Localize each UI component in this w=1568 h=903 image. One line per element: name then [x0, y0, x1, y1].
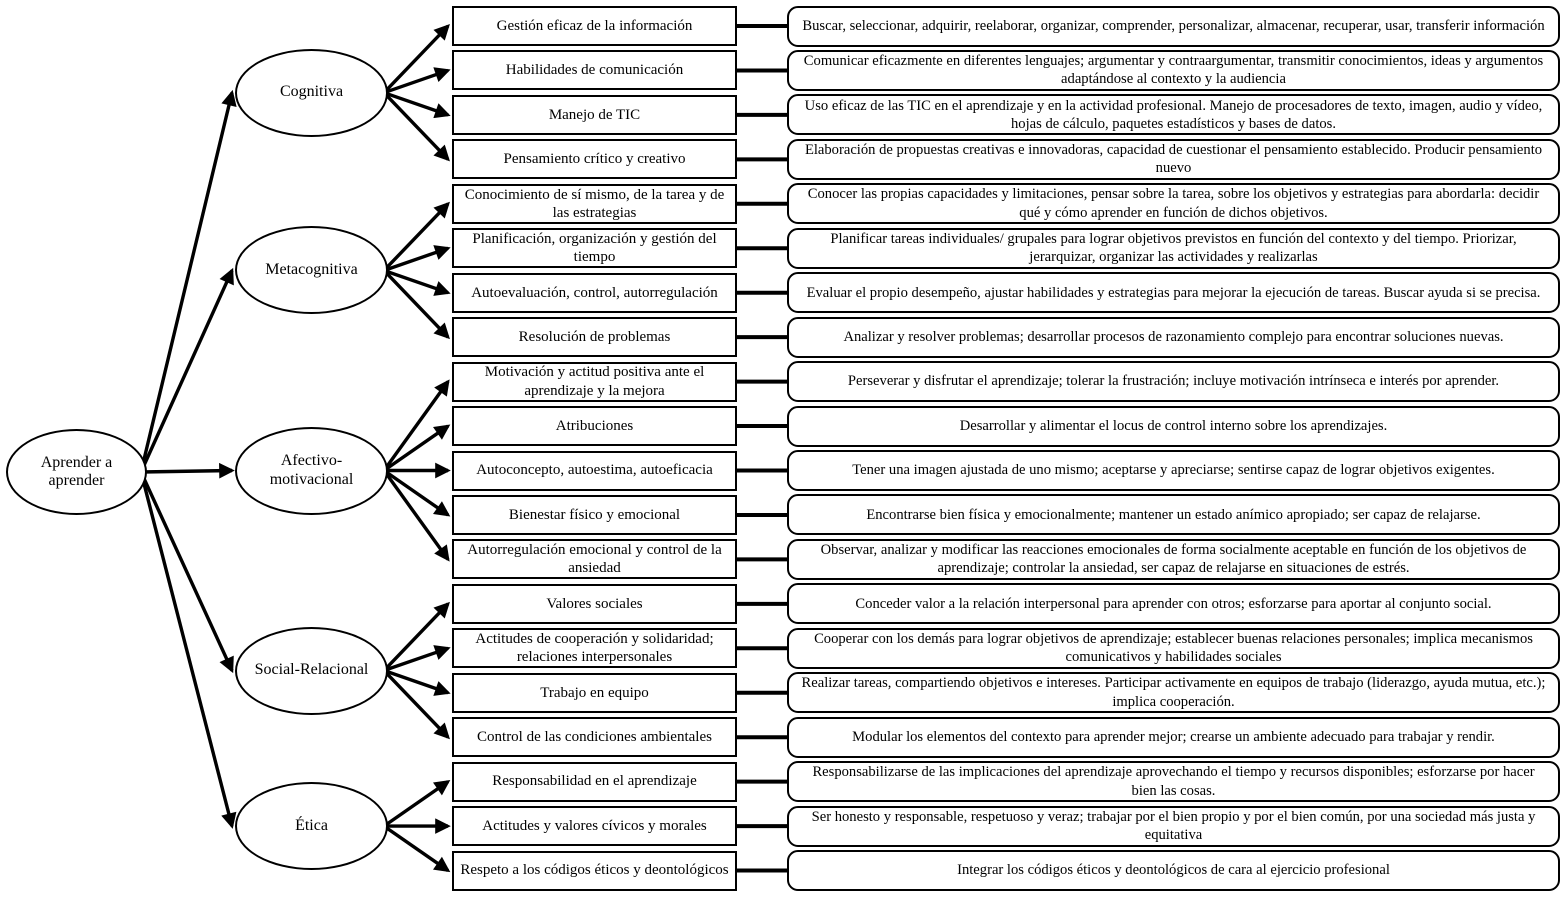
description-box-2-1 — [787, 406, 1560, 447]
dimension-node-2 — [235, 427, 388, 515]
competency-box-3-2-label: Trabajo en equipo — [540, 684, 649, 701]
competency-box-3-0-label: Valores sociales — [546, 595, 643, 612]
competency-box-1-0-label: Conocimiento de sí mismo, de la tarea y de las estrategias — [464, 186, 725, 221]
description-box-0-2-label: Uso eficaz de las TIC en el aprendizaje y en la actividad profesional. Manejo de procesadores de texto, imagen, audio y vídeo, hojas de cálculo, paquetes estadísticos y bases de datos. — [804, 97, 1543, 132]
description-box-1-2 — [787, 272, 1560, 313]
competency-box-0-0 — [452, 6, 737, 46]
competency-box-3-0 — [452, 584, 737, 624]
description-box-0-1-label: Comunicar eficazmente en diferentes lenguajes; argumentar y contraargumentar, transmitir conocimientos, ideas y argumentos adaptándose al contexto y la audiencia — [803, 53, 1544, 88]
dimension-node-1 — [235, 226, 388, 314]
description-box-0-3-label: Elaboración de propuestas creativas e innovadoras, capacidad de cuestionar el pensamiento establecido. Producir pensamiento nuevo — [804, 141, 1543, 177]
competency-box-3-3 — [452, 717, 737, 757]
competency-box-0-3-label: Pensamiento crítico y creativo — [503, 151, 686, 168]
description-box-3-2 — [787, 672, 1560, 713]
competency-box-4-2 — [452, 851, 737, 891]
competency-box-4-2-label: Respeto a los códigos éticos y deontológicos — [460, 862, 729, 879]
competency-box-3-1-label: Actitudes de cooperación y solidaridad; relaciones interpersonales — [475, 631, 714, 666]
competency-box-0-3 — [452, 139, 737, 179]
competency-box-1-1 — [452, 228, 737, 268]
description-box-2-3-label: Encontrarse bien física y emocionalmente; mantener un estado anímico apropiado; ser capaz de relajarse. — [866, 506, 1481, 523]
description-box-4-2 — [787, 850, 1560, 891]
competency-box-0-2-label: Manejo de TIC — [548, 106, 641, 123]
competency-box-1-1-label: Planificación, organización y gestión del tiempo — [472, 230, 717, 266]
description-box-3-3 — [787, 717, 1560, 758]
description-box-1-0 — [787, 183, 1560, 224]
dimension-node-4 — [235, 782, 388, 870]
competency-box-0-1 — [452, 50, 737, 90]
competency-box-2-2-label: Autoconcepto, autoestima, autoeficacia — [476, 462, 713, 479]
description-box-2-1-label: Desarrollar y alimentar el locus de control interno sobre los aprendizajes. — [959, 417, 1388, 434]
dimension-node-4-label: Ética — [295, 816, 328, 834]
competency-box-0-1-label: Habilidades de comunicación — [505, 62, 684, 79]
competency-box-2-4-label: Autorregulación emocional y control de la ansiedad — [467, 542, 722, 577]
competency-box-1-2-label: Autoevaluación, control, autorregulación — [471, 284, 718, 301]
description-box-3-1 — [787, 628, 1560, 669]
competency-box-2-4 — [452, 539, 737, 579]
description-box-1-1-label: Planificar tareas individuales/ grupales para lograr objetivos previstos en función del contexto y del tiempo. Priorizar, jerarquizar, organizar las actividades y realizarlas — [830, 230, 1517, 266]
root-arrow-0 — [141, 93, 232, 472]
root-arrow-1 — [141, 270, 232, 472]
competency-box-2-0 — [452, 362, 737, 402]
description-box-3-2-label: Realizar tareas, compartiendo objetivos e intereses. Participar activamente en equipos de trabajo (liderazgo, ayuda mutua, etc.); implica cooperación. — [801, 675, 1546, 710]
competency-box-3-2 — [452, 673, 737, 713]
competency-box-4-0-label: Responsabilidad en el aprendizaje — [492, 773, 697, 790]
description-box-4-2-label: Integrar los códigos éticos y deontológicos de cara al ejercicio profesional — [957, 862, 1390, 879]
description-box-2-3 — [787, 494, 1560, 535]
description-box-1-3 — [787, 317, 1560, 358]
dimension-node-3-label: Social-Relacional — [254, 661, 369, 679]
description-box-1-0-label: Conocer las propias capacidades y limitaciones, pensar sobre la tarea, sobre los objetivos y estrategias para abordarla: decidir qué y cómo aprender en función de dichos objetivos. — [807, 186, 1540, 221]
description-box-0-3 — [787, 139, 1560, 180]
description-box-1-1 — [787, 228, 1560, 269]
description-box-0-0-label: Buscar, seleccionar, adquirir, reelaborar, organizar, comprender, personalizar, almacenar, recuperar, usar, transferir información — [802, 17, 1545, 34]
competency-box-1-2 — [452, 273, 737, 313]
root-node-label: Aprender a aprender — [40, 453, 113, 489]
competency-box-3-1 — [452, 628, 737, 668]
dimension-node-3 — [235, 627, 388, 715]
root-arrow-4 — [141, 472, 232, 826]
description-box-3-0-label: Conceder valor a la relación interpersonal para aprender con otros; esforzarse para aportar al conjunto social. — [855, 595, 1492, 612]
competency-box-1-3-label: Resolución de problemas — [518, 328, 671, 345]
dimension-arrow-2-0 — [384, 382, 448, 471]
competency-box-2-1 — [452, 406, 737, 446]
description-box-4-0 — [787, 761, 1560, 802]
dimension-node-2-label: Afectivo-motivacional — [269, 452, 354, 488]
dimension-arrow-2-4 — [384, 471, 448, 560]
description-box-0-1 — [787, 50, 1560, 91]
dimension-node-0 — [235, 49, 388, 137]
description-box-1-2-label: Evaluar el propio desempeño, ajustar habilidades y estrategias para mejorar la ejecución de tareas. Buscar ayuda si se precisa. — [806, 284, 1541, 301]
description-box-2-2 — [787, 450, 1560, 491]
competency-box-0-2 — [452, 95, 737, 135]
description-box-3-3-label: Modular los elementos del contexto para aprender mejor; crearse un ambiente adecuado para trabajar y rendir. — [852, 729, 1495, 745]
description-box-4-1 — [787, 806, 1560, 847]
competency-box-4-1-label: Actitudes y valores cívicos y morales — [482, 817, 707, 834]
root-arrow-3 — [141, 472, 232, 671]
dimension-arrow-2-1 — [384, 426, 448, 470]
description-box-3-0 — [787, 583, 1560, 624]
competency-box-2-3 — [452, 495, 737, 535]
root-node — [6, 429, 147, 515]
description-box-2-4 — [787, 539, 1560, 580]
competency-box-2-3-label: Bienestar físico y emocional — [508, 506, 681, 523]
description-box-1-3-label: Analizar y resolver problemas; desarrollar procesos de razonamiento complejo para encontrar soluciones nuevas. — [843, 328, 1504, 345]
competency-box-2-2 — [452, 451, 737, 491]
competency-box-2-1-label: Atribuciones — [555, 417, 634, 434]
description-box-3-1-label: Cooperar con los demás para lograr objetivos de aprendizaje; establecer buenas relaciones personales; implica mecanismos comunicativos y habilidades sociales — [814, 630, 1533, 666]
dimension-arrow-2-3 — [384, 471, 448, 515]
dimension-arrow-4-0 — [384, 782, 448, 826]
competency-box-4-1 — [452, 806, 737, 846]
root-arrow-2 — [141, 471, 232, 473]
dimension-arrow-4-2 — [384, 826, 448, 870]
description-box-4-0-label: Responsabilizarse de las implicaciones del aprendizaje aprovechando el tiempo y recursos disponibles; esforzarse por hacer bien las cosas. — [812, 764, 1535, 799]
description-box-4-1-label: Ser honesto y responsable, respetuoso y veraz; trabajar por el bien propio y por el bien común, por una sociedad más justa y equitativa — [811, 808, 1536, 844]
competency-box-4-0 — [452, 762, 737, 802]
competency-box-2-0-label: Motivación y actitud positiva ante el aprendizaje y la mejora — [484, 364, 705, 399]
competency-box-1-3 — [452, 317, 737, 357]
competency-box-0-0-label: Gestión eficaz de la información — [496, 17, 693, 34]
dimension-node-0-label: Cognitiva — [279, 83, 344, 101]
description-box-0-2 — [787, 94, 1560, 135]
competency-box-1-0 — [452, 184, 737, 224]
description-box-2-0-label: Perseverar y disfrutar el aprendizaje; tolerar la frustración; incluye motivación intrínseca e interés por aprender. — [847, 373, 1500, 390]
dimension-node-1-label: Metacognitiva — [265, 261, 358, 279]
description-box-2-2-label: Tener una imagen ajustada de uno mismo; aceptarse y apreciarse; sentirse capaz de lograr objetivos exigentes. — [852, 462, 1495, 479]
description-box-0-0 — [787, 6, 1560, 47]
competency-box-3-3-label: Control de las condiciones ambientales — [477, 729, 712, 746]
description-box-2-0 — [787, 361, 1560, 402]
description-box-2-4-label: Observar, analizar y modificar las reacciones emocionales de forma socialmente aceptable en función de los objetivos de aprendizaje; controlar la ansiedad, ser capaz de relajarse en situaciones de estrés. — [820, 542, 1527, 577]
